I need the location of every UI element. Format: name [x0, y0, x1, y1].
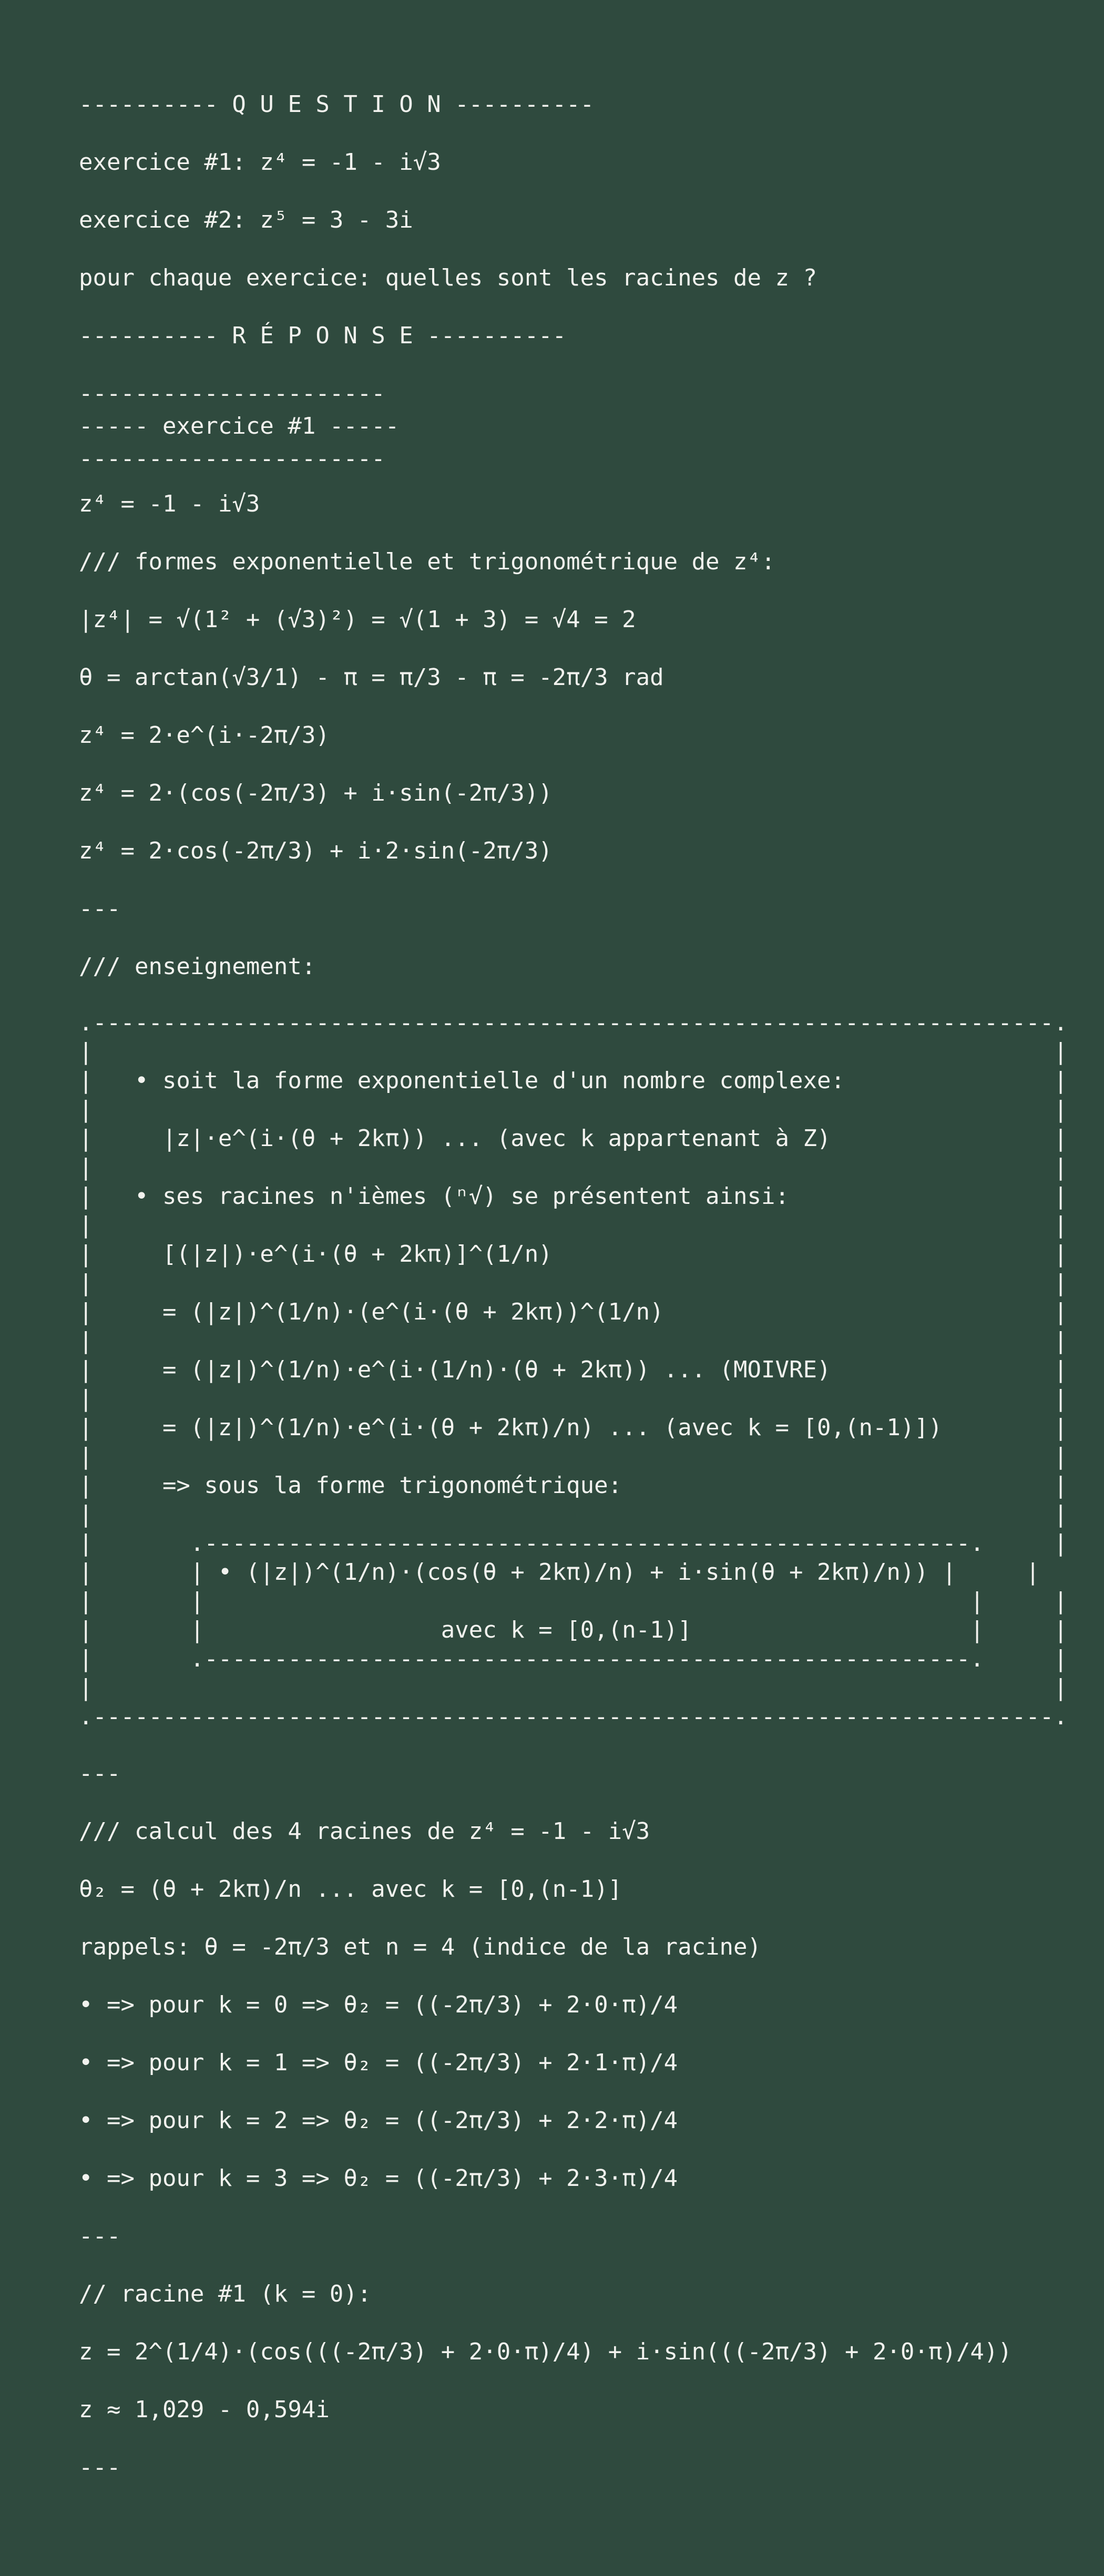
trigonometric-form-1: z⁴ = 2·(cos(-2π/3) + i·sin(-2π/3))	[79, 780, 553, 806]
teaching-box-line: | |	[79, 1212, 1068, 1239]
teaching-box-line: | .-------------------------------------------------------. |	[79, 1530, 1068, 1557]
teaching-box	[79, 1008, 1067, 1731]
exponential-form: z⁴ = 2·e^(i·-2π/3)	[79, 722, 330, 749]
root-k0-line: • => pour k = 0 => θ₂ = ((-2π/3) + 2·0·π)/4	[79, 1991, 678, 2018]
exercise-1-equation: z⁴ = -1 - i√3	[79, 490, 260, 517]
teaching-box-line: | |	[79, 1674, 1068, 1701]
teaching-box-line: | = (|z|)^(1/n)·e^(i·(1/n)·(θ + 2kπ)) ... (MOIVRE) |	[79, 1356, 1068, 1383]
roots-heading: /// calcul des 4 racines de z⁴ = -1 - i√3	[79, 1818, 650, 1845]
separator-1: ---	[79, 895, 121, 922]
exercise-1-statement: exercice #1: z⁴ = -1 - i√3	[79, 149, 441, 176]
teaching-box-line: | |	[79, 1327, 1068, 1354]
theta-k-formula: θ₂ = (θ + 2kπ)/n ... avec k = [0,(n-1)]	[79, 1876, 622, 1903]
reponse-banner: ---------- R É P O N S E ----------	[79, 322, 567, 349]
teaching-box-line: | = (|z|)^(1/n)·e^(i·(θ + 2kπ)/n) ... (avec k = [0,(n-1)]) |	[79, 1414, 1068, 1441]
root-1-formula: z = 2^(1/4)·(cos(((-2π/3) + 2·0·π)/4) + i·sin(((-2π/3) + 2·0·π)/4))	[79, 2338, 1012, 2365]
separator-4: ---	[79, 2454, 121, 2481]
teaching-box-line: | [(|z|)·e^(i·(θ + 2kπ)]^(1/n) |	[79, 1241, 1068, 1267]
exercise-2-statement: exercice #2: z⁵ = 3 - 3i	[79, 207, 413, 233]
separator-2: ---	[79, 1760, 121, 1787]
teaching-box-line: | |	[79, 1443, 1068, 1470]
exercise-1-title: ----- exercice #1 -----	[79, 413, 400, 439]
question-prompt: pour chaque exercice: quelles sont les racines de z ?	[79, 264, 817, 291]
root-k3-line: • => pour k = 3 => θ₂ = ((-2π/3) + 2·3·π)/4	[79, 2165, 678, 2192]
root-1-value: z ≈ 1,029 - 0,594i	[79, 2396, 330, 2423]
separator-3: ---	[79, 2223, 121, 2250]
teaching-box-line: | |z|·e^(i·(θ + 2kπ)) ... (avec k appartenant à Z) |	[79, 1125, 1068, 1152]
teaching-box-line: | |	[79, 1270, 1068, 1296]
teaching-box-line: | • soit la forme exponentielle d'un nombre complexe: |	[79, 1067, 1068, 1094]
exercise-1-rule-top: ----------------------	[79, 380, 385, 407]
teaching-box-line: | => sous la forme trigonométrique: |	[79, 1472, 1068, 1499]
teaching-box-line: .---------------------------------------------------------------------.	[79, 1703, 1068, 1730]
theta-line: θ = arctan(√3/1) - π = π/3 - π = -2π/3 rad	[79, 664, 664, 691]
teaching-box-line: | |	[79, 1096, 1068, 1123]
root-k2-line: • => pour k = 2 => θ₂ = ((-2π/3) + 2·2·π)/4	[79, 2107, 678, 2134]
forms-heading: /// formes exponentielle et trigonométrique de z⁴:	[79, 548, 775, 575]
question-banner: ---------- Q U E S T I O N ----------	[79, 91, 595, 118]
teaching-box-line: | |	[79, 1154, 1068, 1181]
teaching-box-line: | .-------------------------------------------------------. |	[79, 1645, 1068, 1672]
teaching-box-line: | |	[79, 1385, 1068, 1412]
teaching-box-line: .---------------------------------------------------------------------.	[79, 1009, 1068, 1036]
root-1-heading: // racine #1 (k = 0):	[79, 2281, 372, 2307]
teaching-box-line: | |	[79, 1501, 1068, 1528]
exercise-1-rule-bottom: ----------------------	[79, 445, 385, 472]
teaching-box-line: | |	[79, 1038, 1068, 1065]
teaching-box-line: | • ses racines n'ièmes (ⁿ√) se présentent ainsi: |	[79, 1183, 1068, 1210]
teaching-box-line: | | • (|z|)^(1/n)·(cos(θ + 2kπ)/n) + i·sin(θ + 2kπ)/n)) | |	[79, 1559, 1040, 1586]
root-k1-line: • => pour k = 1 => θ₂ = ((-2π/3) + 2·1·π)/4	[79, 2049, 678, 2076]
rappels-line: rappels: θ = -2π/3 et n = 4 (indice de la racine)	[79, 1934, 762, 1960]
teaching-box-line: | | avec k = [0,(n-1)] | |	[79, 1617, 1068, 1643]
modulus-line: |z⁴| = √(1² + (√3)²) = √(1 + 3) = √4 = 2	[79, 606, 636, 633]
teaching-box-line: | | | |	[79, 1588, 1068, 1614]
teaching-box-line: | = (|z|)^(1/n)·(e^(i·(θ + 2kπ))^(1/n) |	[79, 1299, 1068, 1325]
teaching-heading: /// enseignement:	[79, 953, 316, 980]
trigonometric-form-2: z⁴ = 2·cos(-2π/3) + i·2·sin(-2π/3)	[79, 837, 553, 864]
document-body	[79, 88, 1067, 2509]
